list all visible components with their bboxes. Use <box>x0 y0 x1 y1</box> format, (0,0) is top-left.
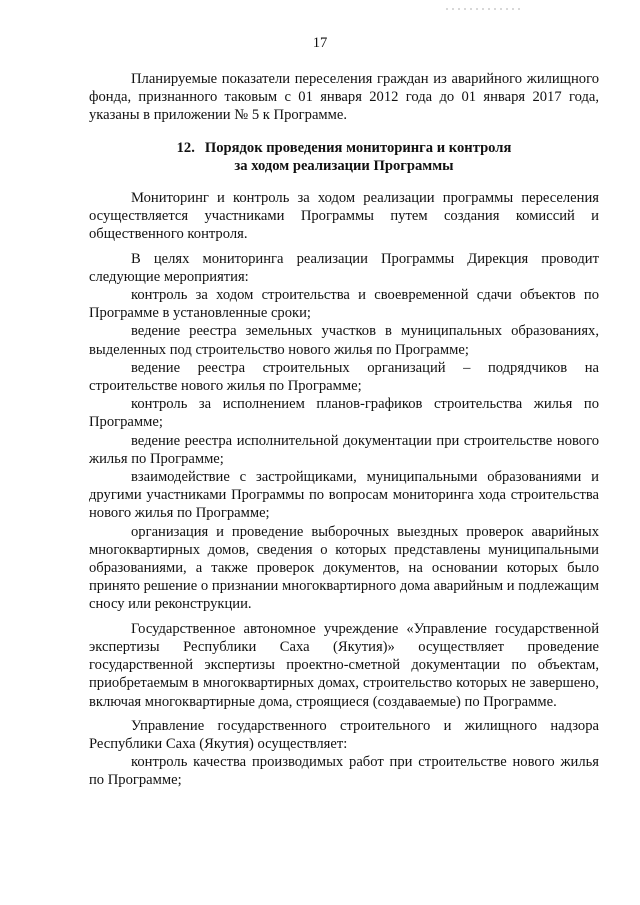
list-item: контроль за исполнением планов-графиков строительства жилья по Программе; <box>89 396 599 431</box>
list-item: контроль за ходом строительства и своевременной сдачи объектов по Программе в установленные сроки; <box>89 287 599 322</box>
list-item: ведение реестра исполнительной документации при строительстве нового жилья по Программе; <box>89 432 599 467</box>
paragraph: В целях мониторинга реализации Программы Дирекция проводит следующие мероприятия: <box>89 250 599 285</box>
paragraph: Планируемые показатели переселения граждан из аварийного жилищного фонда, признанного таковым с 01 января 2012 года до 01 января 2017 года, указаны в приложении № 5 к Программе. <box>89 71 599 124</box>
spacer <box>89 175 599 189</box>
page-number: 17 <box>312 35 328 51</box>
spacer <box>89 125 599 139</box>
document-body <box>89 70 599 790</box>
paragraph: Мониторинг и контроль за ходом реализации программы переселения осуществляется участниками Программы путем создания комиссий и общественного контроля. <box>89 190 599 243</box>
list-item: взаимодействие с застройщиками, муниципальными образованиями и другими участниками Программы по вопросам мониторинга хода строительства нового жилья по Программе; <box>89 469 599 522</box>
list-item: контроль качества производимых работ при строительстве нового жилья по Программе; <box>89 754 599 789</box>
list-item: ведение реестра строительных организаций – подрядчиков на строительстве нового жилья по Программе; <box>89 359 599 395</box>
section-title-line-1: Порядок проведения мониторинга и контроля <box>204 139 512 156</box>
list-item: организация и проведение выборочных выездных проверок аварийных многоквартирных домов, сведения о которых представлены муниципальными образованиями, а также проверок документов, на основании которых было принято решение о признании многоквартирного дома аварийным и подлежащим сносу или реконструкции. <box>89 523 599 613</box>
section-number: 12. <box>176 139 195 156</box>
section-title-line-2: за ходом реализации Программы <box>234 157 454 174</box>
paragraph: Управление государственного строительного и жилищного надзора Республики Саха (Якутия) осуществляет: <box>89 717 599 752</box>
scan-artifact <box>446 8 522 10</box>
list-item: ведение реестра земельных участков в муниципальных образованиях, выделенных под строительство нового жилья по Программе; <box>89 323 599 358</box>
section-heading <box>89 139 599 175</box>
paragraph: Государственное автономное учреждение «Управление государственной экспертизы Республики Саха (Якутия)» осуществляет проведение государственной экспертизы проектно-сметной документации по объектам, приобретаемым в многоквартирных домах, строительство которых не завершено, включая многоквартирные дома, строящиеся (создаваемые) по Программе. <box>89 620 599 710</box>
